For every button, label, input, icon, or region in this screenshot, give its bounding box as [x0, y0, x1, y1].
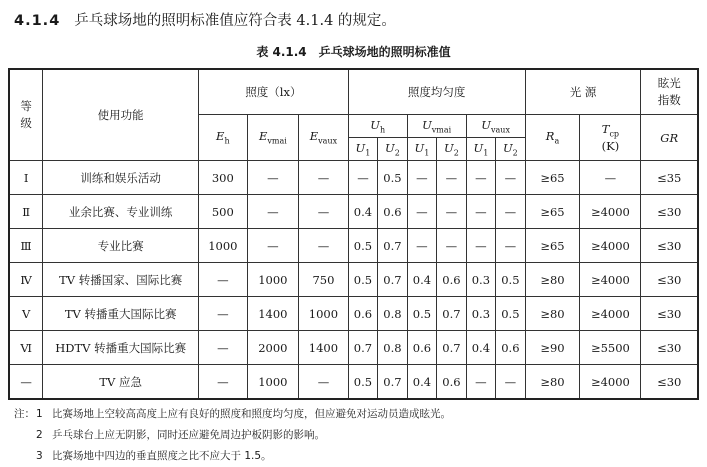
cell-grade: Ⅱ [9, 195, 43, 229]
cell-evmai: — [247, 161, 299, 195]
cell-tcp: ≥4000 [580, 365, 641, 400]
cell-uvaux-u2: — [496, 161, 525, 195]
header-eh: $E_h$ [199, 115, 247, 161]
cell-tcp: ≥5500 [580, 331, 641, 365]
cell-tcp: ≥4000 [580, 297, 641, 331]
header-glare: 眩光指数 [641, 69, 698, 115]
cell-uvmai-u1: — [407, 161, 436, 195]
cell-uvmai-u1: 0.4 [407, 263, 436, 297]
header-evmai: $E_{vmai}$ [247, 115, 299, 161]
cell-function: TV 转播国家、国际比赛 [43, 263, 199, 297]
cell-uh-u1: 0.6 [348, 297, 377, 331]
cell-uh-u1: 0.5 [348, 263, 377, 297]
cell-uvaux-u1: 0.4 [466, 331, 495, 365]
cell-function: 训练和娱乐活动 [43, 161, 199, 195]
cell-gr: ≤30 [641, 263, 698, 297]
header-uvmai-u2: $U_2$ [437, 138, 466, 161]
table-row [9, 161, 698, 195]
cell-eh: — [199, 297, 247, 331]
cell-grade: Ⅰ [9, 161, 43, 195]
cell-uvaux-u2: 0.5 [496, 263, 525, 297]
cell-uh-u2: 0.5 [378, 161, 407, 195]
cell-uvaux-u1: — [466, 161, 495, 195]
cell-ra: ≥80 [525, 297, 580, 331]
cell-eh: — [199, 331, 247, 365]
cell-uvmai-u1: 0.5 [407, 297, 436, 331]
table-row [9, 263, 698, 297]
cell-uh-u1: — [348, 161, 377, 195]
cell-uvaux-u2: 0.6 [496, 331, 525, 365]
cell-uh-u2: 0.7 [378, 263, 407, 297]
cell-grade: Ⅴ [9, 297, 43, 331]
cell-evaux: — [299, 161, 349, 195]
cell-uh-u2: 0.7 [378, 229, 407, 263]
cell-gr: ≤30 [641, 297, 698, 331]
cell-tcp: ≥4000 [580, 195, 641, 229]
header-uh-u2: $U_2$ [378, 138, 407, 161]
cell-uh-u2: 0.8 [378, 297, 407, 331]
table-caption [0, 43, 707, 60]
cell-function: HDTV 转播重大国际比赛 [43, 331, 199, 365]
cell-ra: ≥90 [525, 331, 580, 365]
cell-ra: ≥80 [525, 263, 580, 297]
lighting-standard-table [8, 68, 699, 400]
header-function: 使用功能 [43, 69, 199, 161]
cell-uvaux-u1: 0.3 [466, 297, 495, 331]
clause-text: 乒乓球场地的照明标准值应符合表 4.1.4 的规定。 [74, 13, 396, 29]
header-uvmai-u1: $U_1$ [407, 138, 436, 161]
clause-line [14, 9, 396, 30]
notes-label: 注： [14, 408, 35, 420]
cell-ra: ≥65 [525, 161, 580, 195]
cell-eh: 300 [199, 161, 247, 195]
cell-evmai: 1000 [247, 263, 299, 297]
cell-uvmai-u1: 0.4 [407, 365, 436, 400]
cell-evaux: — [299, 365, 349, 400]
cell-eh: — [199, 365, 247, 400]
cell-gr: ≤35 [641, 161, 698, 195]
cell-uvmai-u2: 0.7 [437, 331, 466, 365]
cell-uh-u1: 0.4 [348, 195, 377, 229]
cell-evmai: — [247, 195, 299, 229]
cell-grade: — [9, 365, 43, 400]
header-grade: 等级 [9, 69, 43, 161]
cell-uh-u1: 0.5 [348, 365, 377, 400]
note-item: 2 乒乓球台上应无阴影，同时还应避免周边护板阴影的影响。 [36, 429, 325, 441]
cell-uvmai-u1: — [407, 195, 436, 229]
cell-function: TV 应急 [43, 365, 199, 400]
cell-evaux: 1000 [299, 297, 349, 331]
cell-evmai: 1400 [247, 297, 299, 331]
header-ra: $R_a$ [525, 115, 580, 161]
cell-gr: ≤30 [641, 331, 698, 365]
note-item: 注：1 比赛场地上空较高高度上应有良好的照度和照度均匀度，但应避免对运动员造成眩光。 [14, 404, 451, 425]
cell-uvaux-u2: — [496, 229, 525, 263]
header-uh-u1: $U_1$ [348, 138, 377, 161]
cell-ra: ≥65 [525, 195, 580, 229]
cell-gr: ≤30 [641, 195, 698, 229]
cell-evaux: — [299, 195, 349, 229]
cell-uvmai-u2: — [437, 195, 466, 229]
cell-uvaux-u2: — [496, 365, 525, 400]
table-notes [14, 404, 451, 467]
cell-uh-u1: 0.7 [348, 331, 377, 365]
cell-uvaux-u2: — [496, 195, 525, 229]
cell-uvmai-u2: 0.6 [437, 365, 466, 400]
note-item: 3 比赛场地中四边的垂直照度之比不应大于 1.5。 [36, 450, 272, 462]
cell-tcp: ≥4000 [580, 229, 641, 263]
cell-evaux: 750 [299, 263, 349, 297]
header-gr: GR [641, 115, 698, 161]
header-illuminance: 照度（lx） [199, 69, 349, 115]
table-row [9, 365, 698, 400]
cell-uvmai-u2: 0.7 [437, 297, 466, 331]
cell-gr: ≤30 [641, 365, 698, 400]
header-uvmai: $U_{vmai}$ [407, 115, 466, 138]
table-row [9, 195, 698, 229]
cell-uh-u2: 0.6 [378, 195, 407, 229]
cell-uvmai-u1: — [407, 229, 436, 263]
table-caption-number: 表 4.1.4 [256, 45, 307, 59]
table-caption-title: 乒乓球场地的照明标准值 [318, 45, 451, 59]
cell-evmai: — [247, 229, 299, 263]
cell-evmai: 1000 [247, 365, 299, 400]
header-uniformity: 照度均匀度 [348, 69, 525, 115]
cell-grade: Ⅲ [9, 229, 43, 263]
table-row [9, 229, 698, 263]
cell-uvmai-u2: 0.6 [437, 263, 466, 297]
cell-function: TV 转播重大国际比赛 [43, 297, 199, 331]
cell-tcp: — [580, 161, 641, 195]
cell-grade: Ⅵ [9, 331, 43, 365]
cell-function: 专业比赛 [43, 229, 199, 263]
cell-uvaux-u1: 0.3 [466, 263, 495, 297]
cell-uvmai-u2: — [437, 161, 466, 195]
clause-number: 4.1.4 [14, 13, 61, 29]
cell-ra: ≥80 [525, 365, 580, 400]
cell-uh-u1: 0.5 [348, 229, 377, 263]
cell-ra: ≥65 [525, 229, 580, 263]
cell-gr: ≤30 [641, 229, 698, 263]
cell-uvmai-u2: — [437, 229, 466, 263]
header-tcp: $T_{cp}$ (K) [580, 115, 641, 161]
header-uvaux-u1: $U_1$ [466, 138, 495, 161]
cell-uvaux-u1: — [466, 195, 495, 229]
header-uvaux-u2: $U_2$ [496, 138, 525, 161]
cell-grade: Ⅳ [9, 263, 43, 297]
header-light-source: 光 源 [525, 69, 641, 115]
cell-uvaux-u2: 0.5 [496, 297, 525, 331]
cell-function: 业余比赛、专业训练 [43, 195, 199, 229]
cell-uvaux-u1: — [466, 229, 495, 263]
cell-eh: 500 [199, 195, 247, 229]
header-uh: $U_h$ [348, 115, 407, 138]
cell-uvaux-u1: — [466, 365, 495, 400]
cell-tcp: ≥4000 [580, 263, 641, 297]
cell-uvmai-u1: 0.6 [407, 331, 436, 365]
header-tcp-unit: (K) [601, 138, 620, 153]
cell-evaux: 1400 [299, 331, 349, 365]
cell-uh-u2: 0.7 [378, 365, 407, 400]
table-row [9, 331, 698, 365]
cell-eh: 1000 [199, 229, 247, 263]
cell-eh: — [199, 263, 247, 297]
header-uvaux: $U_{vaux}$ [466, 115, 525, 138]
table-row [9, 297, 698, 331]
cell-evmai: 2000 [247, 331, 299, 365]
cell-evaux: — [299, 229, 349, 263]
cell-uh-u2: 0.8 [378, 331, 407, 365]
header-evaux: $E_{vaux}$ [299, 115, 349, 161]
